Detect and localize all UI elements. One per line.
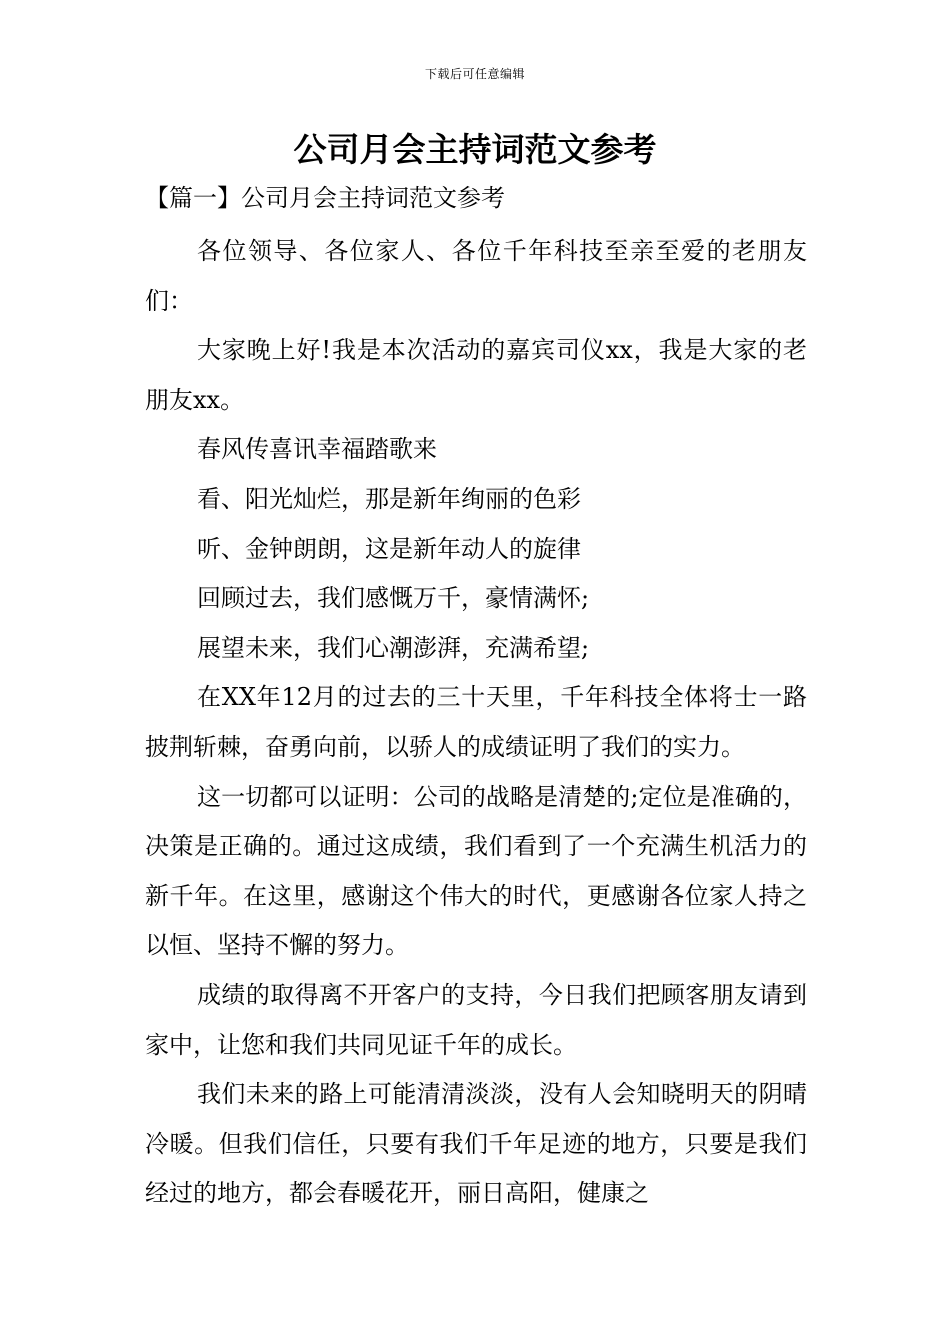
document-title: 公司月会主持词范文参考 [293,130,657,169]
paragraph-intro: 大家晚上好!我是本次活动的嘉宾司仪xx，我是大家的老朋友xx。 [145,336,807,414]
paragraph-poem-line-3: 听、金钟朗朗，这是新年动人的旋律 [197,534,581,563]
header-note: 下载后可任意编辑 [424,67,525,81]
paragraph-poem-line-1: 春风传喜讯幸福踏歌来 [197,435,437,464]
paragraph-poem-line-4: 回顾过去，我们感慨万千，豪情满怀; [197,584,590,613]
section-heading: 【篇一】公司月会主持词范文参考 [145,184,505,212]
paragraph-achievement: 在XX年12月的过去的三十天里，千年科技全体将士一路披荆斩棘，奋勇向前，以骄人的成绩证明了我们的实力。 [145,683,807,761]
paragraph-poem-line-5: 展望未来，我们心潮澎湃，充满希望; [197,633,590,662]
paragraph-strategy: 这一切都可以证明：公司的战略是清楚的;定位是准确的，决策是正确的。通过这成绩，我们看到了一个充满生机活力的新千年。在这里，感谢这个伟大的时代，更感谢各位家人持之以恒、坚持不懈的努力。 [145,782,807,960]
paragraph-greeting: 各位领导、各位家人、各位千年科技至亲至爱的老朋友们： [145,237,807,315]
paragraph-future: 我们未来的路上可能清清淡淡，没有人会知晓明天的阴晴冷暖。但我们信任，只要有我们千年足迹的地方，只要是我们经过的地方，都会春暖花开，丽日高阳，健康之 [145,1080,807,1208]
paragraph-poem-line-2: 看、阳光灿烂，那是新年绚丽的色彩 [197,484,581,513]
paragraph-customers: 成绩的取得离不开客户的支持，今日我们把顾客朋友请到家中，让您和我们共同见证千年的成长。 [145,980,807,1059]
body-text [145,227,807,1219]
